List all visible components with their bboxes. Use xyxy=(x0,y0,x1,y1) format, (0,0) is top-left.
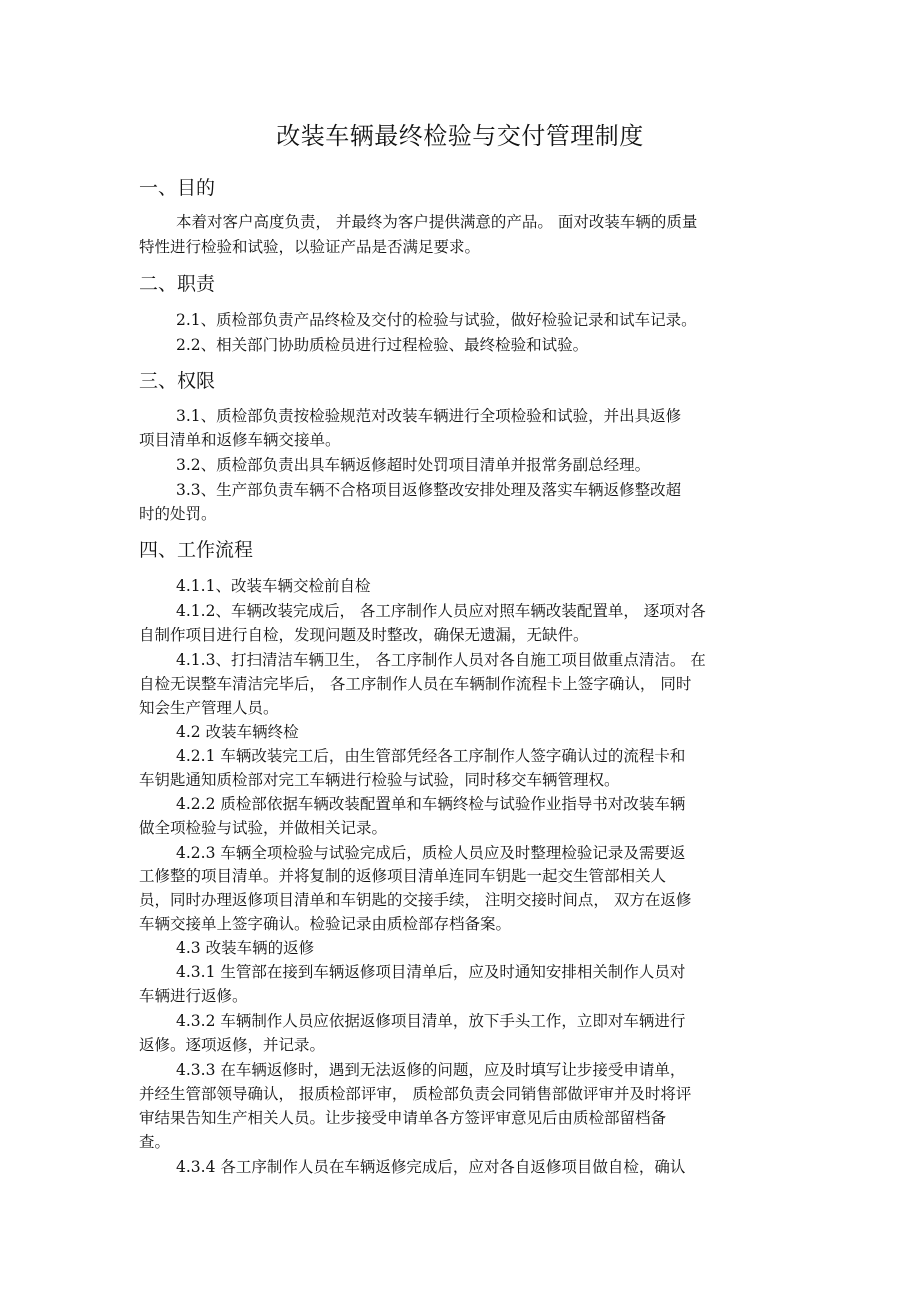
paragraph-line: 4.3.2 车辆制作人员应依据返修项目清单，放下手头工作，立即对车辆进行 xyxy=(176,1012,686,1030)
paragraph-line: 3.3、生产部负责车辆不合格项目返修整改安排处理及落实车辆返修整改超 xyxy=(176,481,682,499)
paragraph-line: 车辆交接单上签字确认。检验记录由质检部存档备案。 xyxy=(139,915,512,933)
paragraph-line: 3.1、质检部负责按检验规范对改装车辆进行全项检验和试验，并出具返修 xyxy=(176,407,682,425)
paragraph-line: 4.1.3、打扫清洁车辆卫生， 各工序制作人员对各自施工项目做重点清洁。 在 xyxy=(176,651,706,669)
paragraph-line: 返修。逐项返修，并记录。 xyxy=(139,1036,326,1054)
paragraph-line: 特性进行检验和试验，以验证产品是否满足要求。 xyxy=(139,238,481,256)
paragraph-line: 2.2、相关部门协助质检员进行过程检验、最终检验和试验。 xyxy=(176,336,589,354)
paragraph-line: 员，同时办理返修项目清单和车钥匙的交接手续， 注明交接时间点， 双方在返修 xyxy=(139,891,692,909)
paragraph-line: 车钥匙通知质检部对完工车辆进行检验与试验，同时移交车辆管理权。 xyxy=(139,771,620,789)
paragraph-line: 4.3.3 在车辆返修时，遇到无法返修的问题，应及时填写让步接受申请单， xyxy=(176,1061,686,1079)
section-heading-responsibility: 二、职责 xyxy=(139,273,216,295)
paragraph-line: 并经生管部领导确认， 报质检部评审， 质检部负责会同销售部做评审并及时将评 xyxy=(139,1085,692,1103)
paragraph-line: 4.3.4 各工序制作人员在车辆返修完成后，应对各自返修项目做自检，确认 xyxy=(176,1158,686,1176)
paragraph-line: 查。 xyxy=(139,1133,171,1151)
paragraph-line: 自检无误整车清洁完毕后， 各工序制作人员在车辆制作流程卡上签字确认， 同时 xyxy=(139,675,692,693)
paragraph-line: 4.2.1 车辆改装完工后，由生管部凭经各工序制作人签字确认过的流程卡和 xyxy=(176,747,686,765)
paragraph-line: 4.2 改装车辆终检 xyxy=(176,723,299,741)
paragraph-line: 4.1.1、改装车辆交检前自检 xyxy=(176,577,371,595)
paragraph-line: 3.2、质检部负责出具车辆返修超时处罚项目清单并报常务副总经理。 xyxy=(176,456,651,474)
paragraph-line: 4.3.1 生管部在接到车辆返修项目清单后，应及时通知安排相关制作人员对 xyxy=(176,963,686,981)
paragraph-line: 车辆进行返修。 xyxy=(139,987,248,1005)
section-heading-workflow: 四、工作流程 xyxy=(139,539,254,561)
section-heading-authority: 三、权限 xyxy=(139,370,216,392)
paragraph-line: 4.2.2 质检部依据车辆改装配置单和车辆终检与试验作业指导书对改装车辆 xyxy=(176,795,686,813)
paragraph-line: 审结果告知生产相关人员。让步接受申请单各方签评审意见后由质检部留档备 xyxy=(139,1109,667,1127)
paragraph-line: 项目清单和返修车辆交接单。 xyxy=(139,431,341,449)
paragraph-line: 4.2.3 车辆全项检验与试验完成后，质检人员应及时整理检验记录及需要返 xyxy=(176,844,686,862)
paragraph-line: 工修整的项目清单。并将复制的返修项目清单连同车钥匙一起交生管部相关人 xyxy=(139,867,667,885)
section-heading-purpose: 一、目的 xyxy=(139,177,216,199)
paragraph-line: 知会生产管理人员。 xyxy=(139,699,279,717)
paragraph-line: 本着对客户高度负责， 并最终为客户提供满意的产品。 面对改装车辆的质量 xyxy=(176,213,698,231)
paragraph-line: 2.1、质检部负责产品终检及交付的检验与试验，做好检验记录和试车记录。 xyxy=(176,311,697,329)
page-title: 改装车辆最终检验与交付管理制度 xyxy=(276,122,644,150)
paragraph-line: 做全项检验与试验，并做相关记录。 xyxy=(139,819,388,837)
paragraph-line: 4.3 改装车辆的返修 xyxy=(176,939,315,957)
paragraph-line: 自制作项目进行自检，发现问题及时整改，确保无遗漏，无缺件。 xyxy=(139,626,589,644)
paragraph-line: 4.1.2、车辆改装完成后， 各工序制作人员应对照车辆改装配置单， 逐项对各 xyxy=(176,602,706,620)
paragraph-line: 时的处罚。 xyxy=(139,505,217,523)
